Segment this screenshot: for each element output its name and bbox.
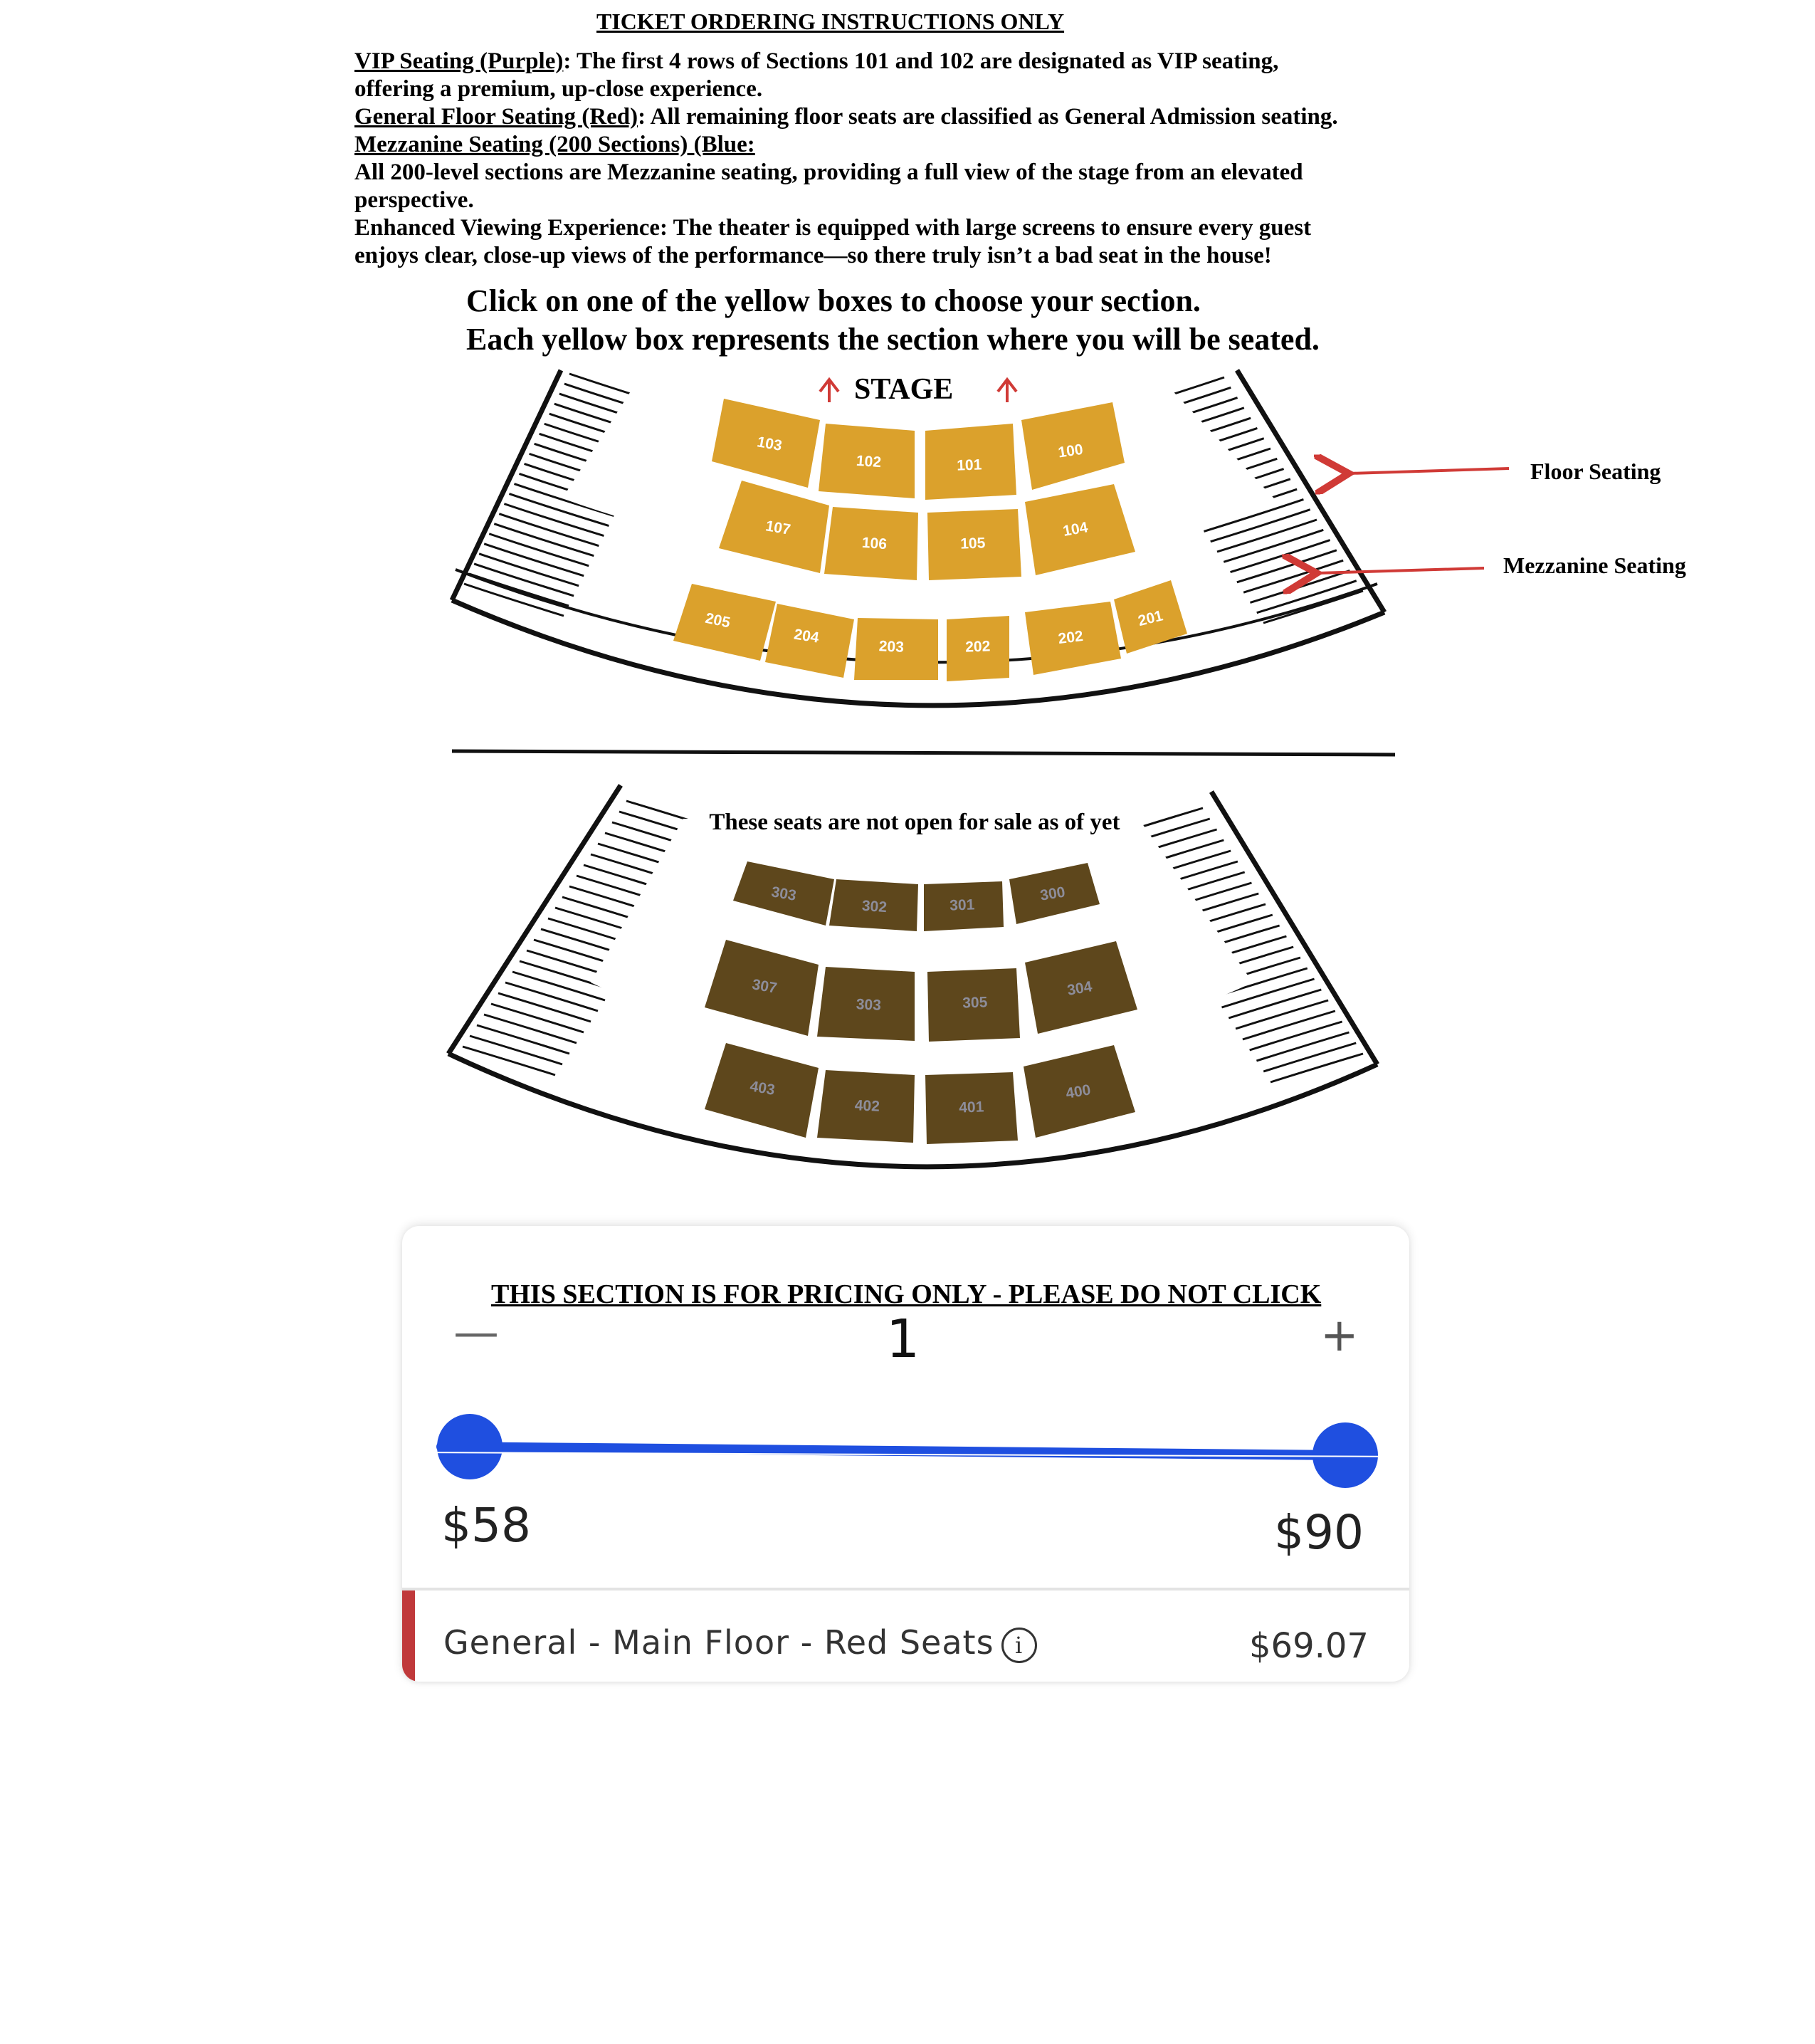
svg-text:107: 107	[764, 518, 792, 538]
not-open-notice: These seats are not open for sale as of yet	[709, 809, 1120, 835]
enhanced-text-2: enjoys clear, close-up views of the performance—so there truly isn’t a bad seat in the house!	[354, 243, 1272, 268]
mezzanine-seating-label: Mezzanine Seating	[1503, 552, 1686, 578]
seat-row-right	[1229, 990, 1321, 1018]
section-102[interactable]	[819, 424, 915, 498]
svg-text:302: 302	[861, 897, 888, 916]
seat-row-right	[1250, 1022, 1342, 1050]
pricing-title: THIS SECTION IS FOR PRICING ONLY - PLEASE DO NOT CLICK	[491, 1279, 1322, 1309]
section-105[interactable]	[927, 509, 1021, 580]
floor-seating-callout	[1349, 458, 1661, 484]
svg-text:202: 202	[1057, 627, 1085, 648]
seat-row-right	[1263, 1043, 1356, 1071]
mezz-label: Mezzanine Seating (200 Sections) (Blue	[354, 132, 747, 157]
svg-text:402: 402	[854, 1097, 880, 1115]
slider-min-handle[interactable]	[437, 1414, 503, 1479]
seat-row-right	[1243, 1011, 1335, 1039]
seat-row-left	[505, 982, 598, 1011]
svg-text:103: 103	[755, 434, 784, 454]
floor-seating-arrow	[1349, 468, 1509, 473]
svg-text:301: 301	[949, 896, 975, 914]
seat-row-left	[512, 972, 605, 1000]
enhanced-text: Enhanced Viewing Experience: The theater is equipped with large screens to ensure every guest	[354, 215, 1312, 241]
vip-label: VIP Seating (Purple)	[354, 48, 564, 74]
ticket-type-label[interactable]	[443, 1623, 1037, 1663]
section-106[interactable]	[824, 507, 918, 580]
section-305	[927, 968, 1020, 1042]
mezz-text-2: perspective.	[354, 187, 474, 213]
svg-text:304: 304	[1066, 978, 1094, 999]
svg-text:105: 105	[959, 535, 986, 552]
quantity-decrease-button[interactable]: —	[453, 1306, 499, 1359]
floor-seating-label: Floor Seating	[1530, 458, 1661, 484]
quantity-increase-button[interactable]: +	[1320, 1309, 1359, 1362]
svg-text:204: 204	[792, 626, 821, 646]
mezz-text: All 200-level sections are Mezzanine seating, providing a full view of the stage from an elevated	[354, 159, 1303, 185]
top-venue-map	[452, 370, 1686, 706]
instructions-heading: TICKET ORDERING INSTRUCTIONS ONLY	[596, 9, 1065, 34]
svg-text:303: 303	[769, 884, 798, 904]
general-text: : All remaining floor seats are classified as General Admission seating.	[638, 104, 1338, 130]
svg-text:201: 201	[1136, 607, 1165, 630]
section-402	[817, 1070, 915, 1143]
svg-text:102: 102	[856, 452, 882, 471]
section-303-b	[817, 967, 915, 1041]
pricing-panel	[402, 1226, 1409, 1682]
info-icon[interactable]: i	[1001, 1628, 1037, 1663]
svg-text:307: 307	[750, 976, 779, 997]
bottom-floor-area	[591, 819, 1253, 1061]
svg-text:101: 101	[956, 456, 982, 474]
click-instructions-line-1: Click on one of the yellow boxes to choose your section.	[466, 283, 1201, 318]
sections-row-3	[673, 580, 1187, 681]
seat-row-left	[463, 1047, 555, 1075]
svg-text:300: 300	[1038, 884, 1067, 904]
svg-text:205: 205	[703, 609, 732, 631]
general-label: General Floor Seating (Red)	[354, 104, 638, 130]
seat-row-right	[1236, 1000, 1328, 1029]
svg-text:401: 401	[958, 1099, 984, 1116]
mezzanine-seating-arrow	[1317, 568, 1484, 573]
seat-row-right	[1256, 1032, 1349, 1061]
svg-text:100: 100	[1057, 441, 1085, 461]
quantity-value: 1	[886, 1309, 920, 1370]
vip-text: : The first 4 rows of Sections 101 and 102 are designated as VIP seating,	[563, 48, 1279, 74]
section-202[interactable]	[947, 616, 1009, 681]
section-101[interactable]	[925, 424, 1016, 500]
stage-label: STAGE	[854, 373, 954, 406]
svg-text:203: 203	[878, 638, 905, 656]
section-203[interactable]	[854, 618, 938, 680]
section-202-b[interactable]	[1025, 602, 1121, 675]
map-separator	[452, 751, 1395, 755]
ticket-divider	[402, 1588, 1409, 1590]
seat-row-left	[470, 1036, 562, 1064]
section-201[interactable]	[1114, 580, 1187, 654]
section-301	[924, 881, 1004, 931]
ticket-type-name: General - Main Floor - Red Seats	[443, 1623, 994, 1662]
seat-row-left	[491, 1004, 584, 1032]
svg-text:305: 305	[962, 994, 988, 1012]
section-205[interactable]	[673, 584, 776, 661]
ticket-color-bar	[402, 1590, 415, 1682]
price-min-label: $58	[441, 1498, 531, 1553]
section-400	[1024, 1045, 1135, 1138]
price-range-slider[interactable]	[402, 1226, 1409, 1497]
svg-text:104: 104	[1061, 519, 1090, 540]
seat-row-left	[477, 1025, 569, 1054]
svg-text:106: 106	[861, 534, 888, 553]
svg-text:403: 403	[748, 1078, 777, 1099]
top-left-boundary	[452, 370, 561, 600]
slider-max-handle[interactable]	[1312, 1422, 1378, 1488]
svg-text:400: 400	[1064, 1081, 1093, 1102]
seat-row-left	[484, 1015, 577, 1043]
mezz-label-end: :	[747, 132, 755, 157]
price-max-label: $90	[1274, 1505, 1364, 1560]
seat-row-left	[498, 993, 591, 1022]
ticket-price: $69.07	[1249, 1626, 1369, 1666]
section-302	[829, 879, 918, 931]
bottom-venue-map	[448, 785, 1377, 1167]
mezzanine-seating-callout	[1317, 552, 1686, 578]
section-401	[925, 1072, 1018, 1144]
section-403	[705, 1043, 819, 1138]
svg-text:202: 202	[964, 638, 991, 656]
vip-line-2: offering a premium, up-close experience.	[354, 76, 763, 102]
svg-text:303: 303	[856, 996, 882, 1014]
click-instructions-line-2: Each yellow box represents the section where you will be seated.	[466, 322, 1320, 357]
section-204[interactable]	[765, 604, 854, 678]
